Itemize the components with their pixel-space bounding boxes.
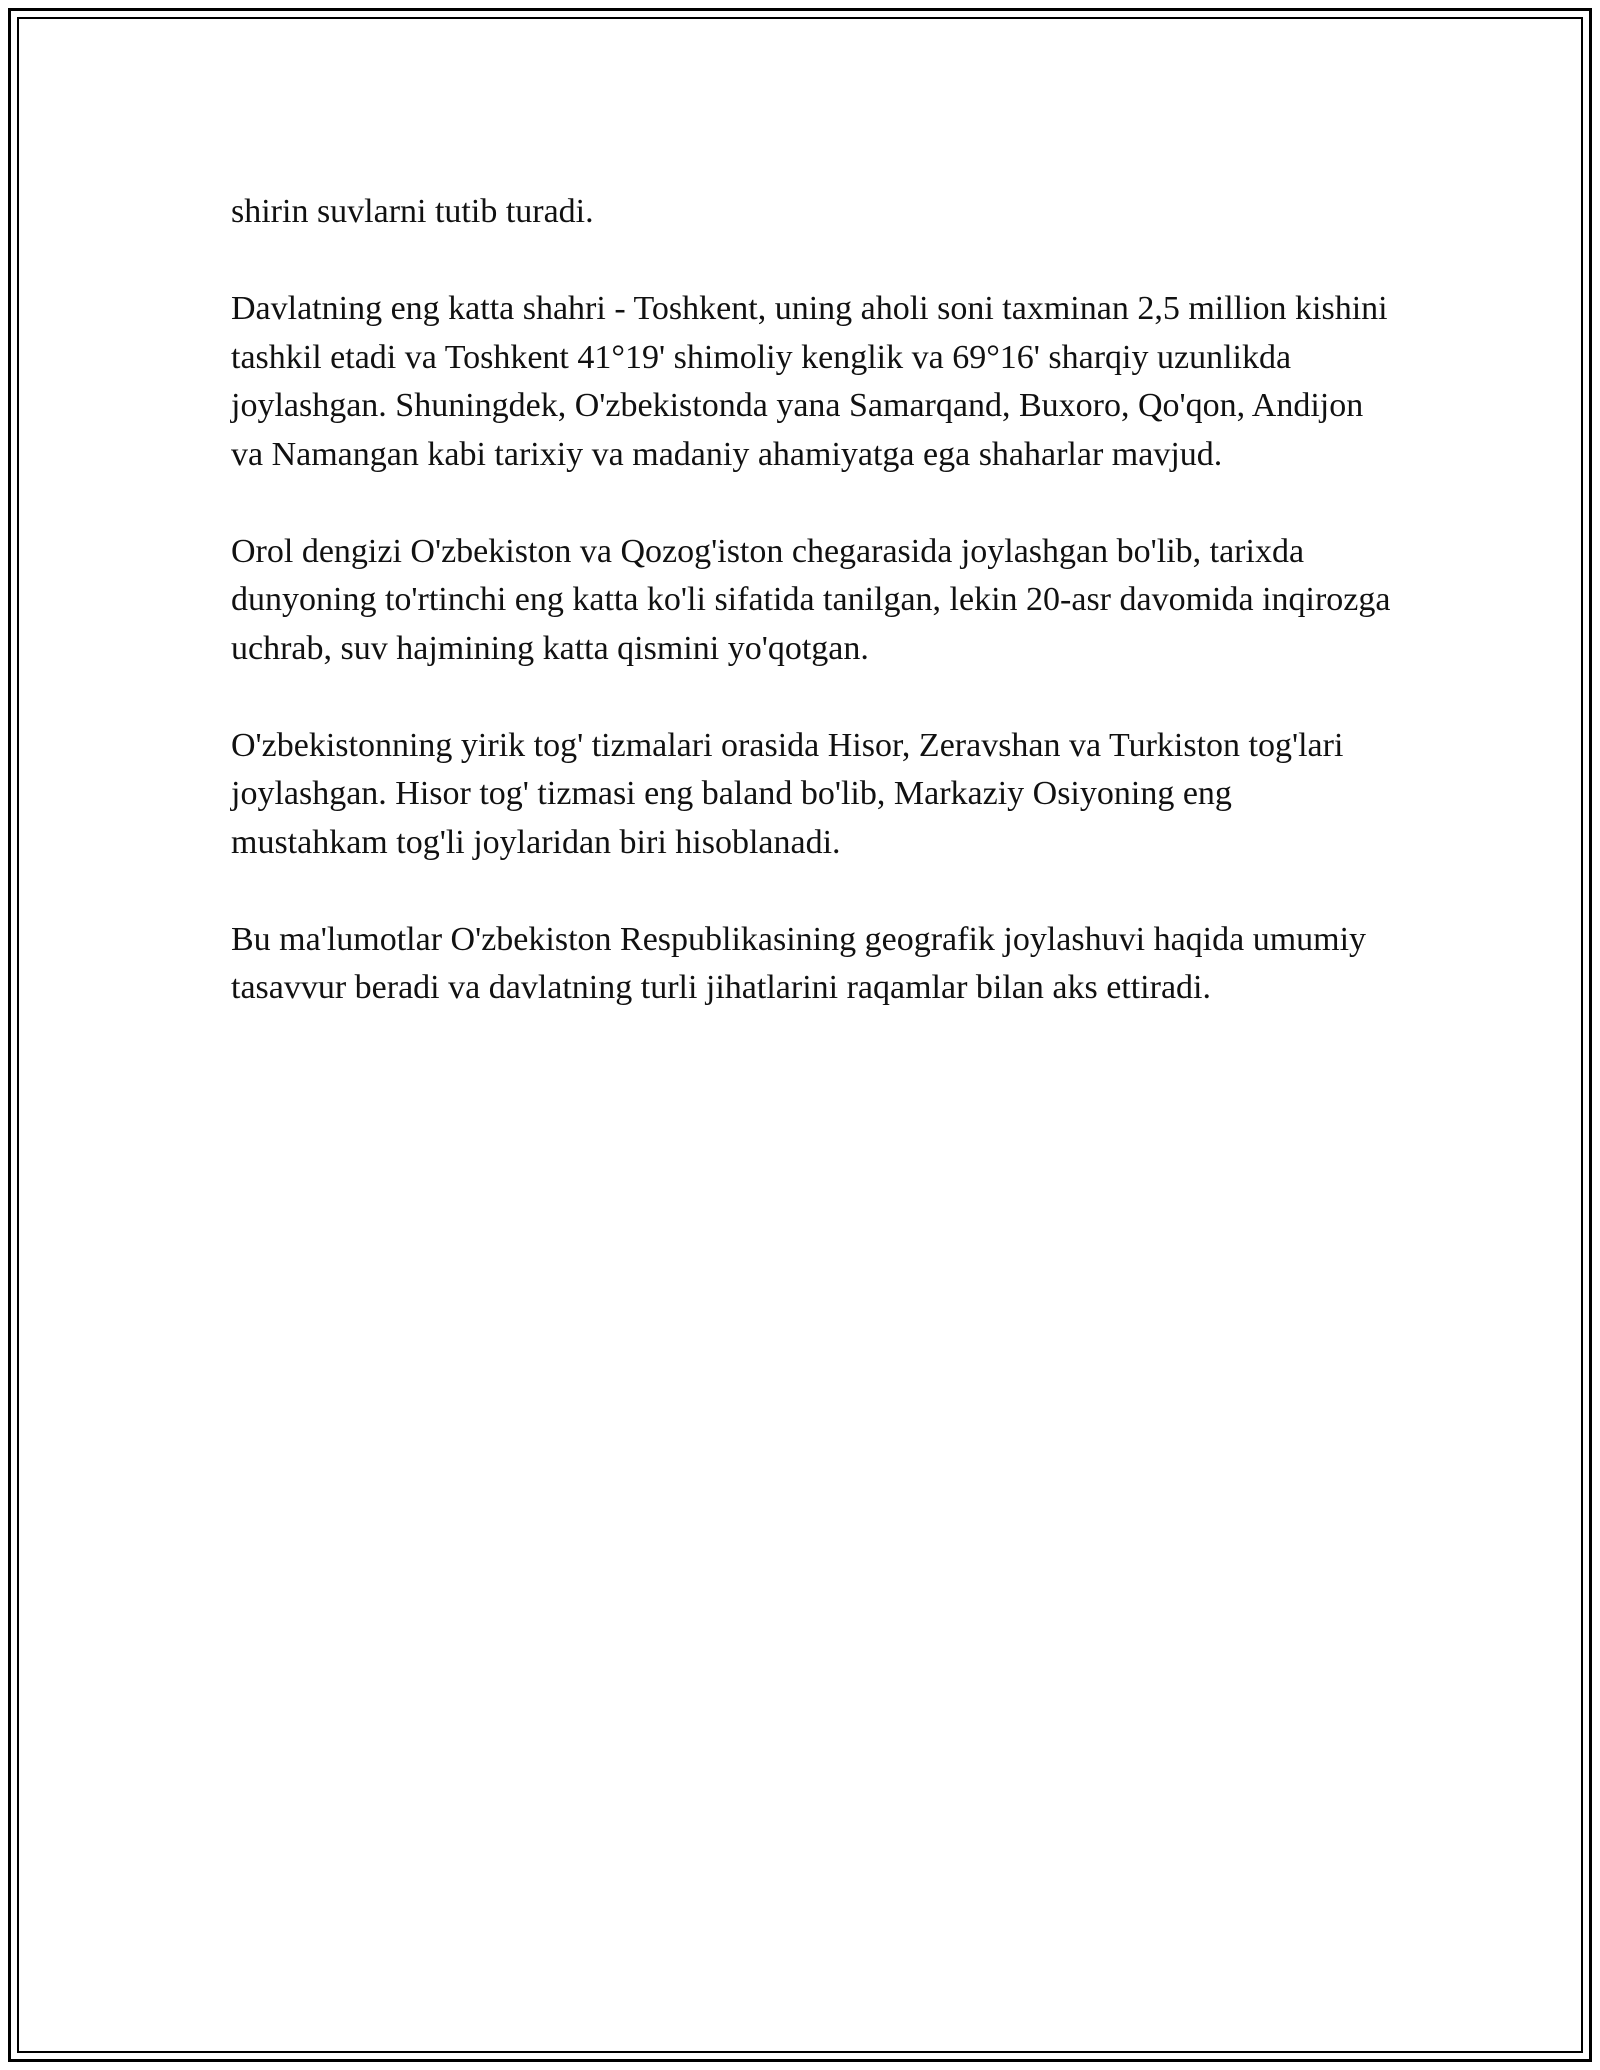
document-body xyxy=(231,188,1391,1061)
paragraph-aral-sea: Orol dengizi O'zbekiston va Qozog'iston chegarasida joylashgan bo'lib, tarixda dunyoning to'rtinchi eng katta ko'li sifatida tanilgan, lekin 20-asr davomida inqirozga uchrab, suv hajmining katta qismini yo'qotgan. xyxy=(231,532,1391,667)
paragraph-water: shirin suvlarni tutib turadi. xyxy=(231,193,594,230)
paragraph-summary: Bu ma'lumotlar O'zbekiston Respublikasining geografik joylashuvi haqida umumiy tasavvur beradi va davlatning turli jihatlarini raqamlar bilan aks ettiradi. xyxy=(231,920,1367,1006)
paragraph-tashkent: Davlatning eng katta shahri - Toshkent, uning aholi soni taxminan 2,5 million kishini tashkil etadi va Toshkent 41°19' shimoliy kenglik va 69°16' sharqiy uzunlikda joylashgan. Shuningdek, O'zbekistonda yana Samarqand, Buxoro, Qo'qon, Andijon va Namangan kabi tarixiy va madaniy ahamiyatga ega shaharlar mavjud. xyxy=(231,290,1388,473)
document-page xyxy=(8,8,1592,2062)
paragraph-mountains: O'zbekistonning yirik tog' tizmalari orasida Hisor, Zeravshan va Turkiston tog'lari joylashgan. Hisor tog' tizmasi eng baland bo'lib, Markaziy Osiyoning eng mustahkam tog'li joylaridan biri hisoblanadi. xyxy=(231,726,1344,861)
